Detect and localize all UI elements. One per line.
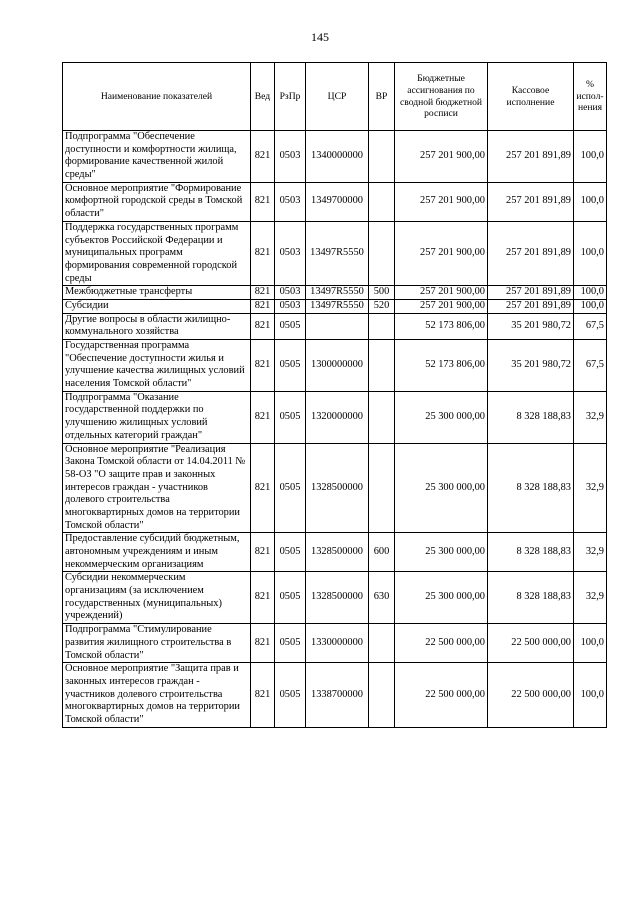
- cell-csr: 1328500000: [306, 533, 369, 572]
- cell-ved: 821: [251, 299, 275, 313]
- cell-budget: 52 173 806,00: [395, 313, 488, 339]
- cell-vr: [369, 221, 395, 285]
- header-vr: ВР: [369, 63, 395, 131]
- cell-budget: 25 300 000,00: [395, 533, 488, 572]
- cell-budget: 257 201 900,00: [395, 299, 488, 313]
- header-row: [63, 63, 607, 131]
- cell-budget: 52 173 806,00: [395, 340, 488, 392]
- cell-pct: 32,9: [574, 391, 607, 443]
- cell-budget: 25 300 000,00: [395, 572, 488, 624]
- cell-cash: 257 201 891,89: [488, 299, 574, 313]
- table-row: [63, 340, 607, 392]
- cell-csr: 1328500000: [306, 572, 369, 624]
- cell-rzpr: 0505: [275, 663, 306, 727]
- header-name: Наименование показателей: [63, 63, 251, 131]
- cell-budget: 25 300 000,00: [395, 391, 488, 443]
- header-rzpr: РзПр: [275, 63, 306, 131]
- cell-pct: 100,0: [574, 624, 607, 663]
- cell-vr: 520: [369, 299, 395, 313]
- cell-rzpr: 0505: [275, 533, 306, 572]
- page-number: 145: [311, 30, 329, 44]
- cell-vr: [369, 182, 395, 221]
- cell-csr: 1340000000: [306, 131, 369, 183]
- table-row: [63, 572, 607, 624]
- cell-ved: 821: [251, 221, 275, 285]
- cell-vr: [369, 663, 395, 727]
- cell-ved: 821: [251, 572, 275, 624]
- cell-csr: 13497R5550: [306, 299, 369, 313]
- cell-rzpr: 0503: [275, 286, 306, 300]
- table-row: [63, 299, 607, 313]
- cell-rzpr: 0505: [275, 340, 306, 392]
- cell-name: Основное мероприятие "Реализация Закона Томской области от 14.04.2011 № 58-ОЗ "О защите прав и законных интересов граждан - участников долевого строительства многоквартирных домов на территории Томской области": [63, 443, 251, 533]
- table-row: [63, 131, 607, 183]
- cell-vr: [369, 391, 395, 443]
- cell-budget: 257 201 900,00: [395, 182, 488, 221]
- cell-pct: 67,5: [574, 313, 607, 339]
- table-row: [63, 221, 607, 285]
- cell-ved: 821: [251, 286, 275, 300]
- cell-ved: 821: [251, 391, 275, 443]
- cell-cash: 22 500 000,00: [488, 624, 574, 663]
- cell-ved: 821: [251, 533, 275, 572]
- cell-vr: [369, 340, 395, 392]
- table-row: [63, 624, 607, 663]
- cell-ved: 821: [251, 340, 275, 392]
- cell-name: Государственная программа "Обеспечение доступности жилья и улучшение качества жилищных условий населения Томской области": [63, 340, 251, 392]
- cell-cash: 8 328 188,83: [488, 533, 574, 572]
- cell-csr: 1338700000: [306, 663, 369, 727]
- cell-cash: 22 500 000,00: [488, 663, 574, 727]
- cell-budget: 257 201 900,00: [395, 286, 488, 300]
- cell-rzpr: 0503: [275, 131, 306, 183]
- cell-cash: 257 201 891,89: [488, 182, 574, 221]
- cell-name: Субсидии: [63, 299, 251, 313]
- cell-rzpr: 0503: [275, 299, 306, 313]
- cell-cash: 8 328 188,83: [488, 391, 574, 443]
- cell-pct: 100,0: [574, 286, 607, 300]
- cell-vr: 630: [369, 572, 395, 624]
- cell-cash: 257 201 891,89: [488, 131, 574, 183]
- cell-cash: 257 201 891,89: [488, 286, 574, 300]
- table-row: [63, 391, 607, 443]
- table-row: [63, 182, 607, 221]
- cell-rzpr: 0505: [275, 443, 306, 533]
- cell-budget: 257 201 900,00: [395, 131, 488, 183]
- cell-rzpr: 0503: [275, 182, 306, 221]
- cell-cash: 35 201 980,72: [488, 313, 574, 339]
- cell-name: Другие вопросы в области жилищно-коммунального хозяйства: [63, 313, 251, 339]
- cell-ved: 821: [251, 182, 275, 221]
- budget-execution-table: [62, 62, 607, 728]
- cell-csr: 1328500000: [306, 443, 369, 533]
- cell-vr: [369, 131, 395, 183]
- cell-name: Межбюджетные трансферты: [63, 286, 251, 300]
- cell-ved: 821: [251, 313, 275, 339]
- cell-vr: [369, 443, 395, 533]
- cell-budget: 257 201 900,00: [395, 221, 488, 285]
- cell-pct: 32,9: [574, 443, 607, 533]
- table-row: [63, 443, 607, 533]
- cell-name: Субсидии некоммерческим организациям (за исключением государственных (муниципальных) учреждений): [63, 572, 251, 624]
- table-row: [63, 533, 607, 572]
- cell-cash: 8 328 188,83: [488, 572, 574, 624]
- cell-budget: 25 300 000,00: [395, 443, 488, 533]
- cell-ved: 821: [251, 663, 275, 727]
- cell-rzpr: 0505: [275, 624, 306, 663]
- cell-cash: 257 201 891,89: [488, 221, 574, 285]
- cell-cash: 8 328 188,83: [488, 443, 574, 533]
- cell-ved: 821: [251, 131, 275, 183]
- cell-csr: [306, 313, 369, 339]
- header-pct: % испол-нения: [574, 63, 607, 131]
- cell-budget: 22 500 000,00: [395, 663, 488, 727]
- cell-budget: 22 500 000,00: [395, 624, 488, 663]
- cell-vr: [369, 313, 395, 339]
- table-row: [63, 663, 607, 727]
- cell-pct: 32,9: [574, 572, 607, 624]
- header-ved: Вед: [251, 63, 275, 131]
- cell-cash: 35 201 980,72: [488, 340, 574, 392]
- cell-csr: 1330000000: [306, 624, 369, 663]
- cell-name: Подпрограмма "Обеспечение доступности и комфортности жилища, формирование качественной жилой среды": [63, 131, 251, 183]
- cell-vr: 500: [369, 286, 395, 300]
- cell-rzpr: 0505: [275, 572, 306, 624]
- cell-pct: 100,0: [574, 299, 607, 313]
- cell-csr: 1349700000: [306, 182, 369, 221]
- cell-name: Подпрограмма "Стимулирование развития жилищного строительства в Томской области": [63, 624, 251, 663]
- cell-ved: 821: [251, 443, 275, 533]
- cell-rzpr: 0505: [275, 391, 306, 443]
- cell-csr: 1300000000: [306, 340, 369, 392]
- cell-vr: 600: [369, 533, 395, 572]
- cell-pct: 100,0: [574, 221, 607, 285]
- cell-ved: 821: [251, 624, 275, 663]
- table-row: [63, 313, 607, 339]
- cell-csr: 13497R5550: [306, 286, 369, 300]
- cell-rzpr: 0505: [275, 313, 306, 339]
- cell-vr: [369, 624, 395, 663]
- cell-name: Основное мероприятие "Формирование комфортной городской среды в Томской области": [63, 182, 251, 221]
- table-body: [63, 131, 607, 728]
- cell-pct: 100,0: [574, 182, 607, 221]
- cell-pct: 100,0: [574, 131, 607, 183]
- table-row: [63, 286, 607, 300]
- cell-csr: 13497R5550: [306, 221, 369, 285]
- cell-name: Предоставление субсидий бюджетным, автономным учреждениям и иным некоммерческим организациям: [63, 533, 251, 572]
- cell-pct: 100,0: [574, 663, 607, 727]
- cell-rzpr: 0503: [275, 221, 306, 285]
- cell-name: Поддержка государственных программ субъектов Российской Федерации и муниципальных программ формирования современной городской среды: [63, 221, 251, 285]
- cell-pct: 32,9: [574, 533, 607, 572]
- cell-pct: 67,5: [574, 340, 607, 392]
- header-csr: ЦСР: [306, 63, 369, 131]
- cell-name: Подпрограмма "Оказание государственной поддержки по улучшению жилищных условий отдельных категорий граждан": [63, 391, 251, 443]
- header-cash: Кассовое исполнение: [488, 63, 574, 131]
- cell-name: Основное мероприятие "Защита прав и законных интересов граждан - участников долевого строительства многоквартирных домов на территории Томской области": [63, 663, 251, 727]
- header-budget: Бюджетные ассигнования по сводной бюджетной росписи: [395, 63, 488, 131]
- cell-csr: 1320000000: [306, 391, 369, 443]
